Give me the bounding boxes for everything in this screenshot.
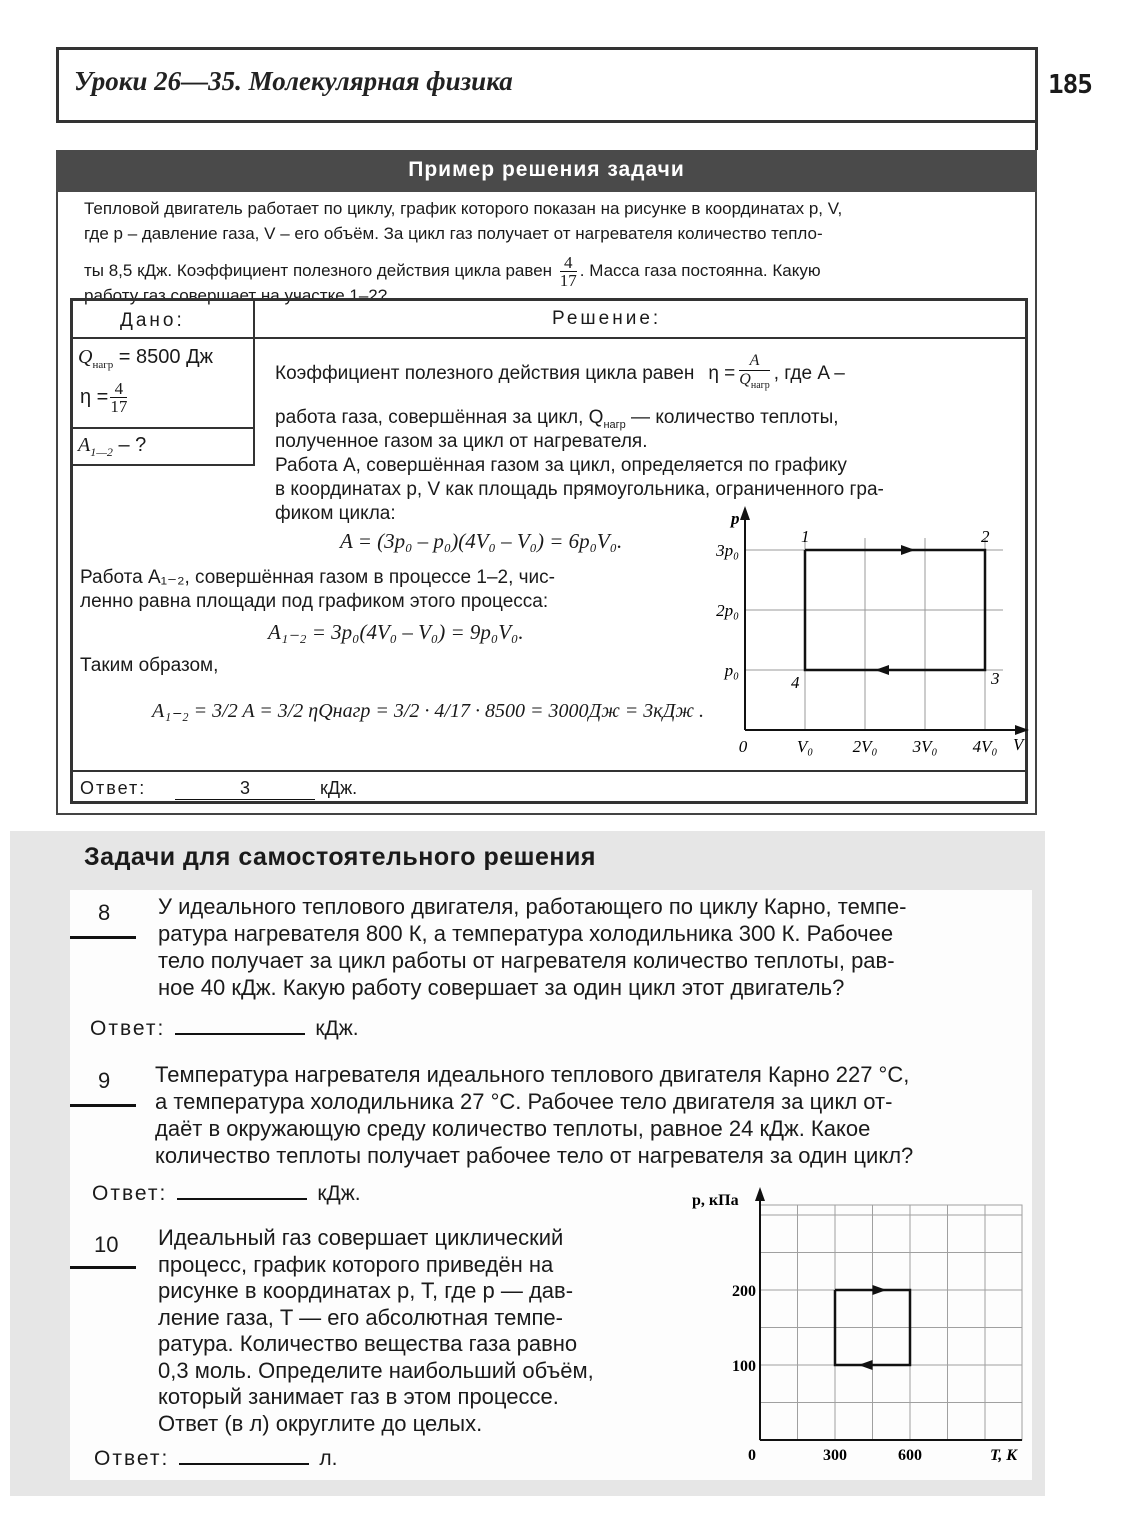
given-q: $Q_{нагр} = 8500$ Дж (78, 346, 213, 371)
page-title: Уроки 26—35. Молекулярная физика (74, 66, 513, 96)
y-tick-label: 3p₀ (716, 541, 739, 560)
task-10-bar (70, 1266, 136, 1269)
x-axis-label: T, К (990, 1447, 1018, 1464)
solution-line-6: фиком цикла: (275, 503, 396, 524)
direction-arrow-34 (875, 665, 889, 675)
task-8-answer-field[interactable] (175, 1015, 305, 1035)
given-header: Дано: (120, 310, 185, 331)
example-answer-label: Ответ: (80, 778, 147, 798)
point-label-4: 4 (791, 673, 800, 692)
task-8-number: 8 (98, 900, 111, 925)
task-8-answer: Ответ: кДж. (90, 1017, 359, 1040)
x-tick-label: V₀ (796, 737, 814, 756)
example-answer-value: 3 (175, 778, 315, 800)
pt-cycle-chart (690, 1185, 1035, 1475)
y-tick-label: 100 (732, 1358, 756, 1375)
x-tick-label: 0 (738, 737, 748, 756)
task-9-bar (70, 1104, 136, 1107)
x-tick-label: 600 (898, 1447, 922, 1464)
point-label-2: 2 (981, 527, 990, 546)
y-axis-label: p (731, 509, 740, 528)
solution-header: Решение: (552, 308, 662, 329)
point-label-3: 3 (991, 669, 1000, 688)
x-tick-label: 0 (748, 1447, 756, 1464)
task-9-text: Температура нагревателя идеального теплового двигателя Карно 227 °С, а температура холодильника 27 °С. Рабочее тело двигателя за цикл от- даёт в окружающую среду количество теплоты, равное 24 кДж. Какое количество теплоты получает рабочее тело от нагревателя за один цикл? (155, 1062, 914, 1168)
example-title: Пример решения задачи (408, 158, 685, 181)
solution-line-9: Таким образом, (80, 655, 219, 676)
tasks-title: Задачи для самостоятельного решения (84, 843, 596, 871)
pv-cycle-chart (705, 500, 1030, 768)
x-axis-label: V (1013, 735, 1024, 754)
x-tick-label: 300 (823, 1447, 847, 1464)
y-axis-arrow (740, 506, 750, 520)
task-10-text: Идеальный газ совершает циклический процесс, график которого приведён на рисунке в координатах p, T, где p — дав- ление газа, T — его абсолютная темпе- ратура. Количество вещества газа равно 0,3 моль. Определите наибольший объём, который занимает газ в этом процессе. Ответ (в л) округлите до целых. (158, 1225, 594, 1436)
y-tick-label: p₀ (724, 661, 739, 680)
task-9-answer: Ответ: кДж. (92, 1182, 361, 1205)
point-label-1: 1 (801, 527, 810, 546)
formula-work-12: A₁₋₂ = 3p₀(4V₀ – V₀) = 9p₀V₀. (268, 620, 524, 644)
task-9-number: 9 (98, 1068, 111, 1093)
given-find: $A_{1—2}$ – ? (78, 434, 147, 459)
header-rule (1035, 47, 1038, 150)
example-answer-unit: кДж. (320, 778, 358, 798)
given-separator (70, 427, 255, 429)
given-eta: η = $\frac{4}{17}$ (80, 379, 128, 416)
y-tick-label: 2p₀ (716, 601, 739, 620)
example-problem-text: Тепловой двигатель работает по циклу, график которого показан на рисунке в координатах p, V, где p – давление газа, V – его объём. За цикл газ получает от нагревателя количество тепло- ты 8,5 кДж. Коэффициент полезного действия цикла равен $\frac{4}{17}$ . Масса газа постоянна. Какую работу газ совершает на участке 1–2? (84, 199, 843, 305)
x-tick-label: 3V₀ (912, 737, 938, 756)
solution-line-2: работа газа, совершённая за цикл, $Q_{нагр}$ — количество теплоты, (275, 407, 839, 431)
task-10-answer: Ответ: л. (94, 1447, 338, 1470)
answer-rule (70, 770, 1028, 772)
table-header-rule (70, 337, 1028, 339)
task-10-number: 10 (94, 1232, 119, 1257)
task-9-answer-field[interactable] (177, 1180, 307, 1200)
solution-line-5: в координатах p, V как площадь прямоугольника, ограниченного гра- (275, 479, 884, 500)
x-tick-label: 4V₀ (972, 737, 998, 756)
direction-arrow-bottom (859, 1360, 873, 1370)
x-axis-arrow (1015, 725, 1029, 735)
solution-line-7: Работа A₁₋₂, совершённая газом в процессе 1–2, чис- (80, 567, 555, 588)
y-tick-label: 200 (732, 1283, 756, 1300)
solution-line-3: полученное газом за цикл от нагревателя. (275, 431, 648, 452)
y-axis-label: p, кПа (692, 1192, 739, 1209)
y-axis-arrow (755, 1187, 765, 1201)
x-tick-label: 2V₀ (852, 737, 878, 756)
solution-line-4: Работа A, совершённая газом за цикл, определяется по графику (275, 455, 847, 476)
solution-line-8: ленно равна площади под графиком этого процесса: (80, 591, 549, 612)
formula-result: A₁₋₂ = 3/2 A = 3/2 ηQнагр = 3/2 · 4/17 · 8500 = 3000Дж = 3кДж . (152, 700, 704, 722)
page-number: 185 (1048, 70, 1092, 100)
task-8-bar (70, 936, 136, 939)
task-8-text: У идеального теплового двигателя, работающего по циклу Карно, темпе- ратура нагревателя 800 К, а температура холодильника 300 К. Рабочее тело получает за цикл работы от нагревателя количество теплоты, рав- ное 40 кДж. Какую работу совершает за один цикл этот двигатель? (158, 894, 907, 1000)
given-bottom-rule (70, 464, 255, 466)
formula-work-cycle: A = (3p₀ – p₀)(4V₀ – V₀) = 6p₀V₀. (340, 529, 623, 553)
solution-line-1: Коэффициент полезного действия цикла равен η = A $Q_{нагр}$ , где A – (275, 352, 845, 392)
direction-arrow-12 (901, 545, 915, 555)
direction-arrow-top (873, 1285, 887, 1295)
task-10-answer-field[interactable] (179, 1445, 309, 1465)
grid-frame (760, 1205, 1022, 1440)
